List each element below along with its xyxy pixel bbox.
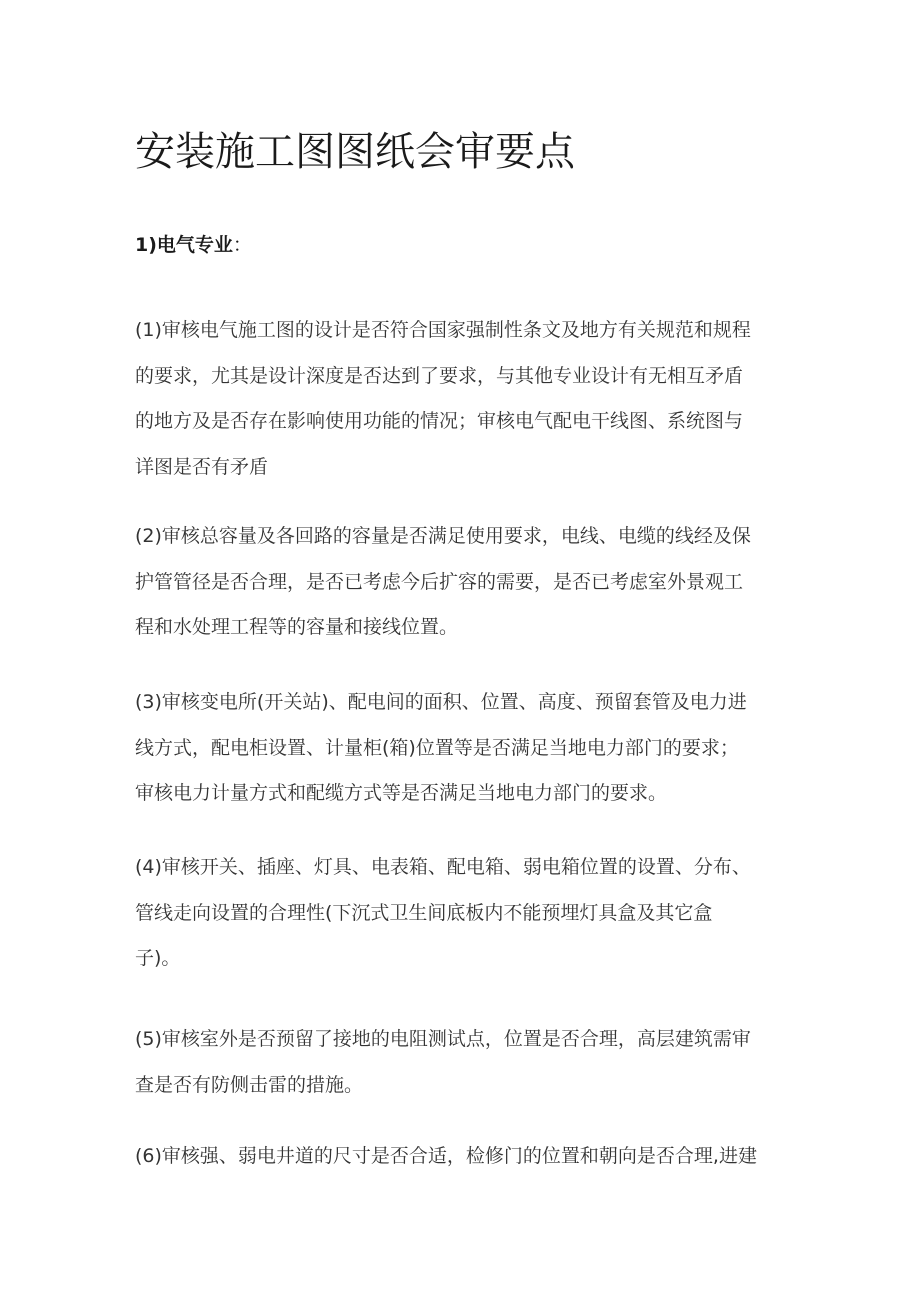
- paragraph-line: (4)审核开关、插座、灯具、电表箱、配电箱、弱电箱位置的设置、分布、: [135, 856, 751, 878]
- section-heading-text: 1)电气专业: [135, 234, 233, 256]
- section-heading-colon: ：: [232, 234, 252, 256]
- paragraph-3: [135, 680, 795, 817]
- paragraph-line: 的要求，尤其是设计深度是否达到了要求，与其他专业设计有无相互矛盾: [135, 364, 744, 387]
- paragraph-line: (3)审核变电所(开关站)、配电间的面积、位置、高度、预留套管及电力进: [135, 691, 747, 713]
- paragraph-6: [135, 1134, 795, 1180]
- paragraph-line: 的地方及是否存在影响使用功能的情况；审核电气配电干线图、系统图与: [135, 410, 744, 432]
- paragraph-2: [135, 514, 795, 651]
- paragraph-line: (5)审核室外是否预留了接地的电阻测试点，位置是否合理，高层建筑需审: [135, 1028, 751, 1050]
- paragraph-line: 子)。: [135, 947, 181, 969]
- paragraph-line: 护管管径是否合理，是否已考虑今后扩容的需要，是否已考虑室外景观工: [135, 570, 744, 593]
- paragraph-5: [135, 1017, 795, 1108]
- paragraph-line: (6)审核强、弱电井道的尺寸是否合适，检修门的位置和朝向是否合理,进建: [135, 1145, 757, 1167]
- paragraph-1: [135, 308, 795, 490]
- document-title: 安装施工图图纸会审要点: [135, 129, 575, 175]
- paragraph-line: 查是否有防侧击雷的措施。: [135, 1073, 364, 1096]
- paragraph-line: 线方式，配电柜设置、计量柜(箱)位置等是否满足当地电力部门的要求；: [135, 736, 739, 759]
- paragraph-line: 审核电力计量方式和配缆方式等是否满足当地电力部门的要求。: [135, 782, 668, 804]
- paragraph-line: 详图是否有矛盾: [135, 455, 269, 478]
- section-heading: [135, 228, 252, 262]
- paragraph-line: (2)审核总容量及各回路的容量是否满足使用要求，电线、电缆的线经及保: [135, 525, 751, 547]
- paragraph-line: (1)审核电气施工图的设计是否符合国家强制性条文及地方有关规范和规程: [135, 319, 751, 341]
- paragraph-line: 程和水处理工程等的容量和接线位置。: [135, 616, 459, 638]
- paragraph-4: [135, 845, 795, 982]
- paragraph-line: 管线走向设置的合理性(下沉式卫生间底板内不能预埋灯具盒及其它盒: [135, 901, 713, 924]
